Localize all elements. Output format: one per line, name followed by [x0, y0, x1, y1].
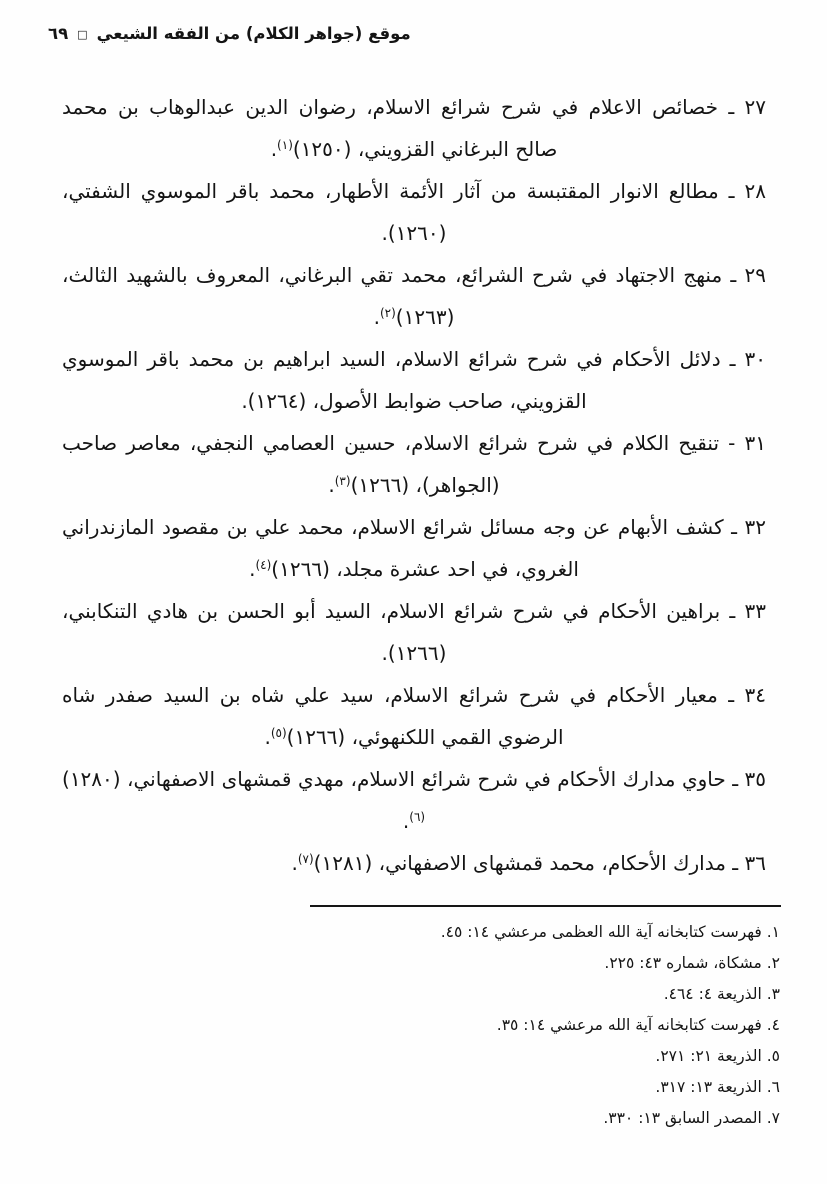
- item-text: ٣٠ ـ دلائل الأحكام في شرح شرائع الاسلام، السيد ابراهيم بن محمد باقر الموسوي القزويني، صاحب ضوابط الأصول، (١٢٦٤).: [62, 347, 766, 413]
- item-tail: .: [402, 809, 410, 833]
- footnote-ref-4: (٤): [255, 558, 272, 572]
- footnote-ref-3: (٣): [334, 474, 351, 488]
- footnote-ref-1: (١): [277, 138, 293, 152]
- bibliography-list: [62, 86, 766, 884]
- item-tail: .: [264, 725, 271, 749]
- footnote-1: ١. فهرست كتابخانه آية الله العظمى مرعشي ١٤: ٤٥.: [440, 923, 780, 941]
- item-text: ٣١ - تنقيح الكلام في شرح شرائع الاسلام، حسين العصامي النجفي، معاصر صاحب (الجواهر)، (١٢٦٦): [62, 431, 766, 497]
- list-item-27: [62, 86, 766, 170]
- footnote-2: ٢. مشكاة، شماره ٤٣: ٢٢٥.: [604, 954, 780, 972]
- footnote-ref-7: (٧): [297, 852, 314, 866]
- footnote-3: ٣. الذريعة ٤: ٤٦٤.: [663, 985, 780, 1003]
- item-tail: .: [249, 557, 256, 581]
- item-tail: .: [373, 305, 380, 329]
- item-text: ٢٧ ـ خصائص الاعلام في شرح شرائع الاسلام، رضوان الدين عبدالوهاب بن محمد صالح البرغاني القزويني، (١٢٥٠): [62, 95, 766, 161]
- running-header: [48, 24, 411, 43]
- list-item-33: [62, 590, 766, 674]
- list-item-36: [62, 842, 766, 884]
- list-item-31: [62, 422, 766, 506]
- item-text: ٣٥ ـ حاوي مدارك الأحكام في شرح شرائع الاسلام، مهدي قمشهاى الاصفهاني، (١٢٨٠): [62, 767, 766, 791]
- list-item-29: [62, 254, 766, 338]
- footnote-6: ٦. الذريعة ١٣: ٣١٧.: [655, 1078, 780, 1096]
- item-tail: .: [270, 137, 278, 161]
- list-item-35: [62, 758, 766, 842]
- footnote-separator-line: [310, 905, 781, 907]
- item-text: ٣٣ ـ براهين الأحكام في شرح شرائع الاسلام، السيد أبو الحسن بن هادي التنكابني، (١٢٦٦).: [62, 599, 766, 665]
- list-item-34: [62, 674, 766, 758]
- item-text: ٣٢ ـ كشف الأبهام عن وجه مسائل شرائع الاسلام، محمد علي بن مقصود المازندراني الغروي، في احد عشرة مجلد، (١٢٦٦): [62, 515, 766, 581]
- item-text: ٢٩ ـ منهج الاجتهاد في شرح الشرائع، محمد تقي البرغاني، المعروف بالشهيد الثالث، (١٢٦٣): [62, 263, 766, 329]
- item-tail: .: [291, 851, 298, 875]
- footnote-5: ٥. الذريعة ٢١: ٢٧١.: [655, 1047, 780, 1065]
- footnote-ref-2: (٢): [379, 306, 396, 320]
- header-title: موقع (جواهر الكلام) من الفقه الشيعي: [96, 24, 411, 43]
- item-text: ٣٦ ـ مدارك الأحكام، محمد قمشهاى الاصفهاني، (١٢٨١): [313, 851, 766, 875]
- page-number: ٦٩: [48, 24, 69, 43]
- item-text: ٢٨ ـ مطالع الانوار المقتبسة من آثار الأئمة الأطهار، محمد باقر الموسوي الشفتي، (١٢٦٠).: [62, 179, 766, 245]
- square-separator-icon: □: [77, 28, 88, 41]
- item-text: ٣٤ ـ معيار الأحكام في شرح شرائع الاسلام، سيد علي شاه بن السيد صفدر شاه الرضوي القمي اللكنهوئي، (١٢٦٦): [62, 683, 766, 749]
- list-item-30: [62, 338, 766, 422]
- list-item-32: [62, 506, 766, 590]
- footnotes-section: [63, 917, 780, 1134]
- footnote-4: ٤. فهرست كتابخانه آية الله مرعشي ١٤: ٣٥.: [496, 1016, 780, 1034]
- footnote-7: ٧. المصدر السابق ١٣: ٣٣٠.: [603, 1109, 780, 1127]
- item-tail: .: [328, 473, 335, 497]
- footnote-ref-6: (٦): [409, 810, 426, 824]
- list-item-28: [62, 170, 766, 254]
- footnote-ref-5: (٥): [270, 726, 287, 740]
